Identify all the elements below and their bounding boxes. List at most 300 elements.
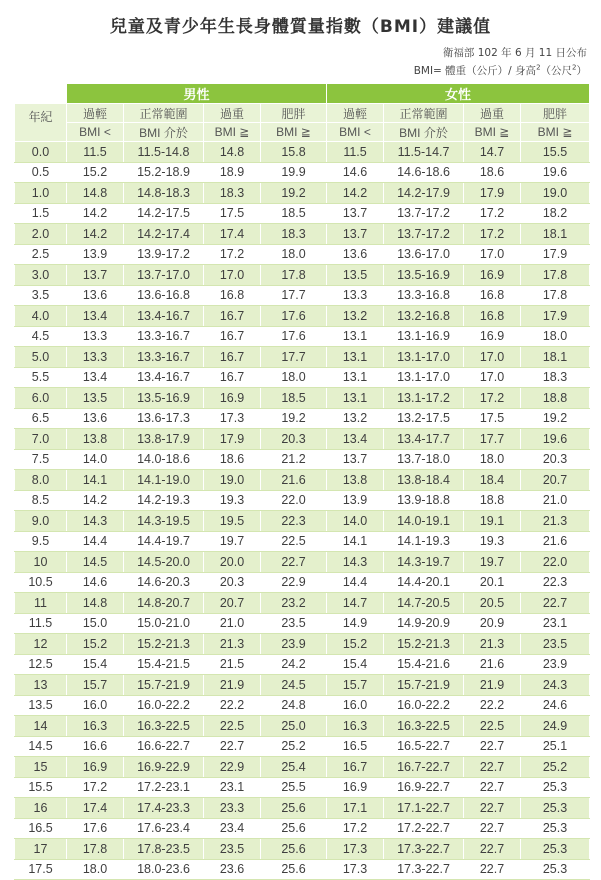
male-underweight-cell: 14.8: [67, 183, 124, 204]
male-underweight-cell: 13.6: [67, 285, 124, 306]
female-overweight-cell: 22.7: [464, 839, 521, 860]
female-overweight-cell: 22.7: [464, 736, 521, 757]
male-underweight-cell: 14.6: [67, 572, 124, 593]
male-underweight-cell: 13.5: [67, 388, 124, 409]
female-underweight-cell: 17.2: [327, 818, 384, 839]
male-overweight-cell: 23.4: [204, 818, 261, 839]
female-obese-cell: 17.8: [521, 265, 590, 286]
male-underweight-cell: 14.2: [67, 203, 124, 224]
male-overweight-cell: 16.7: [204, 326, 261, 347]
male-overweight-cell: 20.0: [204, 552, 261, 573]
male-underweight-cell: 17.4: [67, 798, 124, 819]
female-obese-cell: 22.0: [521, 552, 590, 573]
table-row: [15, 511, 590, 532]
male-obese-cell: 25.6: [261, 859, 327, 880]
male-obese-cell: 17.7: [261, 347, 327, 368]
male-underweight-cell: 13.3: [67, 347, 124, 368]
table-row: [15, 449, 590, 470]
female-normal-cell: 14.2-17.9: [384, 183, 464, 204]
table-row: [15, 572, 590, 593]
male-overweight-cell: 23.1: [204, 777, 261, 798]
male-normal-cell: 14.8-20.7: [124, 593, 204, 614]
female-underweight-cell: 13.6: [327, 244, 384, 265]
male-underweight-cell: 13.3: [67, 326, 124, 347]
male-underweight-cell: 13.8: [67, 429, 124, 450]
female-normal-cell: 13.7-17.2: [384, 224, 464, 245]
female-obese-cell: 19.6: [521, 429, 590, 450]
female-overweight-cell: 20.5: [464, 593, 521, 614]
female-underweight-cell: 14.3: [327, 552, 384, 573]
female-underweight-cell: 17.3: [327, 859, 384, 880]
male-underweight-cell: 14.2: [67, 224, 124, 245]
announcement-note: 衛福部 102 年 6 月 11 日公布: [442, 47, 587, 59]
male-underweight-criteria: BMI <: [67, 123, 124, 142]
age-cell: 1.5: [15, 203, 67, 224]
female-obese-cell: 18.1: [521, 224, 590, 245]
female-underweight-cell: 14.2: [327, 183, 384, 204]
female-underweight-cell: 13.1: [327, 326, 384, 347]
age-cell: 5.0: [15, 347, 67, 368]
male-normal-cell: 14.2-19.3: [124, 490, 204, 511]
female-overweight-cell: 16.9: [464, 265, 521, 286]
female-obese-cell: 24.9: [521, 716, 590, 737]
female-obese-cell: 17.8: [521, 285, 590, 306]
male-obese-cell: 23.2: [261, 593, 327, 614]
female-normal-cell: 16.7-22.7: [384, 757, 464, 778]
male-normal-cell: 17.2-23.1: [124, 777, 204, 798]
female-underweight-header: 過輕: [327, 104, 384, 123]
male-overweight-cell: 21.9: [204, 675, 261, 696]
table-row: [15, 757, 590, 778]
female-obese-cell: 25.1: [521, 736, 590, 757]
age-cell: 10.5: [15, 572, 67, 593]
male-overweight-cell: 19.0: [204, 470, 261, 491]
male-obese-cell: 23.5: [261, 613, 327, 634]
male-normal-cell: 16.9-22.9: [124, 757, 204, 778]
age-cell: 0.0: [15, 142, 67, 163]
male-overweight-cell: 16.7: [204, 367, 261, 388]
male-obese-cell: 15.8: [261, 142, 327, 163]
male-underweight-cell: 16.9: [67, 757, 124, 778]
female-underweight-cell: 13.5: [327, 265, 384, 286]
male-normal-cell: 13.3-16.7: [124, 326, 204, 347]
male-obese-cell: 17.8: [261, 265, 327, 286]
female-overweight-header: 過重: [464, 104, 521, 123]
female-underweight-cell: 13.1: [327, 347, 384, 368]
female-underweight-cell: 13.8: [327, 470, 384, 491]
female-underweight-cell: 13.4: [327, 429, 384, 450]
male-underweight-cell: 15.2: [67, 634, 124, 655]
female-overweight-cell: 19.3: [464, 531, 521, 552]
male-underweight-cell: 16.3: [67, 716, 124, 737]
male-underweight-cell: 15.2: [67, 162, 124, 183]
age-cell: 4.5: [15, 326, 67, 347]
male-obese-cell: 17.6: [261, 326, 327, 347]
male-normal-cell: 14.1-19.0: [124, 470, 204, 491]
male-overweight-cell: 19.5: [204, 511, 261, 532]
age-cell: 13: [15, 675, 67, 696]
female-overweight-cell: 16.8: [464, 306, 521, 327]
male-obese-cell: 24.8: [261, 695, 327, 716]
female-underweight-cell: 13.9: [327, 490, 384, 511]
female-underweight-cell: 13.3: [327, 285, 384, 306]
table-row: [15, 531, 590, 552]
male-overweight-cell: 23.5: [204, 839, 261, 860]
table-row: [15, 326, 590, 347]
male-overweight-cell: 17.4: [204, 224, 261, 245]
female-normal-cell: 13.1-17.2: [384, 388, 464, 409]
female-underweight-cell: 16.3: [327, 716, 384, 737]
male-underweight-cell: 15.0: [67, 613, 124, 634]
age-cell: 1.0: [15, 183, 67, 204]
male-overweight-cell: 23.6: [204, 859, 261, 880]
female-normal-cell: 13.2-16.8: [384, 306, 464, 327]
male-normal-cell: 17.8-23.5: [124, 839, 204, 860]
male-obese-cell: 18.5: [261, 388, 327, 409]
table-row: [15, 429, 590, 450]
female-underweight-cell: 14.9: [327, 613, 384, 634]
female-overweight-cell: 19.7: [464, 552, 521, 573]
female-obese-cell: 17.9: [521, 306, 590, 327]
age-cell: 5.5: [15, 367, 67, 388]
female-underweight-cell: 15.2: [327, 634, 384, 655]
female-underweight-cell: 13.2: [327, 408, 384, 429]
male-normal-cell: 13.7-17.0: [124, 265, 204, 286]
male-overweight-cell: 16.7: [204, 306, 261, 327]
age-header-label: 年紀: [28, 110, 53, 124]
male-obese-cell: 25.6: [261, 798, 327, 819]
male-normal-header: 正常範圍: [124, 104, 204, 123]
male-underweight-cell: 14.3: [67, 511, 124, 532]
female-overweight-cell: 20.1: [464, 572, 521, 593]
age-cell: 12.5: [15, 654, 67, 675]
group-spacer: [15, 84, 67, 104]
female-overweight-cell: 22.7: [464, 777, 521, 798]
female-normal-cell: 16.9-22.7: [384, 777, 464, 798]
female-overweight-cell: 17.2: [464, 388, 521, 409]
male-normal-cell: 13.9-17.2: [124, 244, 204, 265]
table-row: [15, 408, 590, 429]
female-underweight-cell: 14.4: [327, 572, 384, 593]
female-overweight-cell: 18.8: [464, 490, 521, 511]
male-underweight-cell: 18.0: [67, 859, 124, 880]
male-obese-cell: 22.9: [261, 572, 327, 593]
male-obese-cell: 19.2: [261, 408, 327, 429]
age-cell: 7.5: [15, 449, 67, 470]
female-normal-cell: 14.7-20.5: [384, 593, 464, 614]
table-row: [15, 798, 590, 819]
female-normal-cell: 15.7-21.9: [384, 675, 464, 696]
age-cell: 17.5: [15, 859, 67, 880]
age-cell: 2.5: [15, 244, 67, 265]
table-row: [15, 634, 590, 655]
female-normal-cell: 11.5-14.7: [384, 142, 464, 163]
female-overweight-cell: 17.7: [464, 429, 521, 450]
age-cell: 0.5: [15, 162, 67, 183]
table-row: [15, 285, 590, 306]
male-obese-cell: 25.4: [261, 757, 327, 778]
male-underweight-cell: 15.4: [67, 654, 124, 675]
male-normal-cell: 13.6-17.3: [124, 408, 204, 429]
male-normal-cell: 14.3-19.5: [124, 511, 204, 532]
male-obese-cell: 19.9: [261, 162, 327, 183]
age-cell: 6.0: [15, 388, 67, 409]
male-overweight-cell: 17.0: [204, 265, 261, 286]
male-overweight-cell: 17.9: [204, 429, 261, 450]
female-obese-cell: 20.7: [521, 470, 590, 491]
female-overweight-cell: 21.3: [464, 634, 521, 655]
age-cell: 8.5: [15, 490, 67, 511]
female-overweight-cell: 22.7: [464, 818, 521, 839]
male-obese-cell: 18.3: [261, 224, 327, 245]
female-obese-header: 肥胖: [521, 104, 590, 123]
table-row: [15, 839, 590, 860]
male-normal-cell: 17.6-23.4: [124, 818, 204, 839]
female-overweight-cell: 21.9: [464, 675, 521, 696]
age-cell: 15.5: [15, 777, 67, 798]
female-obese-cell: 23.9: [521, 654, 590, 675]
female-obese-cell: 24.6: [521, 695, 590, 716]
male-underweight-cell: 17.8: [67, 839, 124, 860]
female-overweight-cell: 22.7: [464, 798, 521, 819]
female-overweight-cell: 18.6: [464, 162, 521, 183]
female-obese-cell: 18.2: [521, 203, 590, 224]
male-underweight-cell: 14.4: [67, 531, 124, 552]
female-normal-cell: 13.6-17.0: [384, 244, 464, 265]
female-obese-cell: 19.0: [521, 183, 590, 204]
male-overweight-cell: 20.3: [204, 572, 261, 593]
table-row: [15, 244, 590, 265]
male-normal-criteria: BMI 介於: [124, 123, 204, 142]
formula-prefix: BMI= 體重（公斤）/ 身高: [413, 65, 537, 77]
table-row: [15, 224, 590, 245]
male-obese-cell: 25.0: [261, 716, 327, 737]
male-overweight-cell: 22.7: [204, 736, 261, 757]
female-overweight-cell: 22.2: [464, 695, 521, 716]
male-overweight-cell: 14.8: [204, 142, 261, 163]
male-underweight-cell: 16.6: [67, 736, 124, 757]
male-overweight-cell: 22.9: [204, 757, 261, 778]
female-normal-cell: 13.2-17.5: [384, 408, 464, 429]
female-normal-cell: 13.7-17.2: [384, 203, 464, 224]
female-underweight-cell: 13.7: [327, 203, 384, 224]
male-underweight-cell: 14.0: [67, 449, 124, 470]
table-row: [15, 695, 590, 716]
female-obese-cell: 18.8: [521, 388, 590, 409]
formula-sup-1: 2: [536, 63, 541, 72]
male-obese-cell: 22.5: [261, 531, 327, 552]
male-obese-cell: 17.6: [261, 306, 327, 327]
age-header: [15, 104, 67, 142]
formula-mid: （公尺: [540, 65, 573, 77]
male-underweight-cell: 16.0: [67, 695, 124, 716]
female-obese-cell: 18.0: [521, 326, 590, 347]
male-overweight-cell: 16.7: [204, 347, 261, 368]
male-obese-cell: 19.2: [261, 183, 327, 204]
female-normal-cell: 14.4-20.1: [384, 572, 464, 593]
male-normal-cell: 15.2-18.9: [124, 162, 204, 183]
male-normal-cell: 14.6-20.3: [124, 572, 204, 593]
formula-sup-2: 2: [572, 63, 577, 72]
male-obese-cell: 18.0: [261, 244, 327, 265]
formula-suffix: ）: [576, 65, 587, 77]
female-obese-cell: 22.7: [521, 593, 590, 614]
male-overweight-cell: 16.9: [204, 388, 261, 409]
male-obese-cell: 17.7: [261, 285, 327, 306]
female-overweight-cell: 19.1: [464, 511, 521, 532]
male-normal-cell: 13.4-16.7: [124, 306, 204, 327]
age-cell: 6.5: [15, 408, 67, 429]
female-normal-cell: 17.1-22.7: [384, 798, 464, 819]
table-row: [15, 654, 590, 675]
male-underweight-cell: 11.5: [67, 142, 124, 163]
table-row: [15, 593, 590, 614]
female-normal-cell: 15.4-21.6: [384, 654, 464, 675]
male-overweight-cell: 21.5: [204, 654, 261, 675]
age-cell: 3.5: [15, 285, 67, 306]
male-normal-cell: 16.3-22.5: [124, 716, 204, 737]
female-obese-cell: 21.0: [521, 490, 590, 511]
table-row: [15, 859, 590, 880]
male-normal-cell: 14.8-18.3: [124, 183, 204, 204]
male-obese-cell: 18.5: [261, 203, 327, 224]
male-overweight-cell: 23.3: [204, 798, 261, 819]
female-overweight-cell: 18.4: [464, 470, 521, 491]
female-overweight-cell: 16.8: [464, 285, 521, 306]
female-underweight-cell: 15.7: [327, 675, 384, 696]
male-obese-cell: 25.5: [261, 777, 327, 798]
female-normal-cell: 13.9-18.8: [384, 490, 464, 511]
female-obese-cell: 25.3: [521, 818, 590, 839]
male-underweight-cell: 13.9: [67, 244, 124, 265]
female-underweight-cell: 13.7: [327, 224, 384, 245]
table-row: [15, 265, 590, 286]
female-normal-cell: 13.5-16.9: [384, 265, 464, 286]
female-underweight-cell: 17.1: [327, 798, 384, 819]
female-obese-cell: 18.1: [521, 347, 590, 368]
bmi-formula: [414, 63, 587, 78]
table-row: [15, 675, 590, 696]
female-underweight-cell: 13.7: [327, 449, 384, 470]
female-obese-cell: 21.3: [521, 511, 590, 532]
female-overweight-cell: 17.0: [464, 347, 521, 368]
female-underweight-cell: 13.1: [327, 367, 384, 388]
table-row: [15, 716, 590, 737]
female-normal-cell: 16.3-22.5: [384, 716, 464, 737]
male-overweight-header: 過重: [204, 104, 261, 123]
male-overweight-cell: 18.6: [204, 449, 261, 470]
male-normal-cell: 13.6-16.8: [124, 285, 204, 306]
female-obese-cell: 17.9: [521, 244, 590, 265]
table-row: [15, 490, 590, 511]
bmi-table-body: [15, 142, 590, 880]
age-cell: 10: [15, 552, 67, 573]
male-underweight-cell: 13.6: [67, 408, 124, 429]
male-normal-cell: 13.8-17.9: [124, 429, 204, 450]
age-cell: 15: [15, 757, 67, 778]
female-obese-cell: 25.3: [521, 839, 590, 860]
bmi-table: [14, 83, 590, 880]
male-underweight-cell: 14.8: [67, 593, 124, 614]
male-underweight-cell: 13.7: [67, 265, 124, 286]
female-normal-cell: 14.0-19.1: [384, 511, 464, 532]
table-row: [15, 142, 590, 163]
male-normal-cell: 16.0-22.2: [124, 695, 204, 716]
male-overweight-cell: 22.2: [204, 695, 261, 716]
female-normal-header: 正常範圍: [384, 104, 464, 123]
table-row: [15, 388, 590, 409]
female-normal-cell: 17.2-22.7: [384, 818, 464, 839]
female-underweight-cell: 14.7: [327, 593, 384, 614]
male-underweight-cell: 13.4: [67, 367, 124, 388]
female-normal-cell: 16.5-22.7: [384, 736, 464, 757]
table-row: [15, 162, 590, 183]
male-obese-cell: 18.0: [261, 367, 327, 388]
table-row: [15, 777, 590, 798]
male-obese-cell: 20.3: [261, 429, 327, 450]
female-obese-cell: 23.1: [521, 613, 590, 634]
table-row: [15, 347, 590, 368]
age-cell: 7.0: [15, 429, 67, 450]
age-cell: 14: [15, 716, 67, 737]
female-overweight-cell: 20.9: [464, 613, 521, 634]
male-overweight-cell: 17.2: [204, 244, 261, 265]
age-cell: 13.5: [15, 695, 67, 716]
female-overweight-cell: 17.2: [464, 203, 521, 224]
male-underweight-cell: 15.7: [67, 675, 124, 696]
female-underweight-cell: 15.4: [327, 654, 384, 675]
female-obese-cell: 21.6: [521, 531, 590, 552]
age-cell: 3.0: [15, 265, 67, 286]
female-obese-cell: 18.3: [521, 367, 590, 388]
male-obese-cell: 21.6: [261, 470, 327, 491]
male-obese-cell: 25.6: [261, 839, 327, 860]
age-cell: 12: [15, 634, 67, 655]
female-group-header: 女性: [327, 84, 590, 104]
male-underweight-cell: 13.4: [67, 306, 124, 327]
male-underweight-cell: 17.2: [67, 777, 124, 798]
female-overweight-cell: 22.7: [464, 859, 521, 880]
male-overweight-cell: 18.3: [204, 183, 261, 204]
female-overweight-cell: 17.2: [464, 224, 521, 245]
male-normal-cell: 13.3-16.7: [124, 347, 204, 368]
age-cell: 8.0: [15, 470, 67, 491]
male-overweight-cell: 19.3: [204, 490, 261, 511]
male-obese-cell: 21.2: [261, 449, 327, 470]
female-overweight-criteria: BMI ≧: [464, 123, 521, 142]
table-row: [15, 367, 590, 388]
male-underweight-cell: 14.1: [67, 470, 124, 491]
male-normal-cell: 13.5-16.9: [124, 388, 204, 409]
male-overweight-cell: 16.8: [204, 285, 261, 306]
male-obese-header: 肥胖: [261, 104, 327, 123]
male-normal-cell: 14.5-20.0: [124, 552, 204, 573]
female-overweight-cell: 21.6: [464, 654, 521, 675]
age-cell: 9.5: [15, 531, 67, 552]
female-underweight-cell: 13.2: [327, 306, 384, 327]
age-cell: 2.0: [15, 224, 67, 245]
female-obese-cell: 25.2: [521, 757, 590, 778]
male-normal-cell: 16.6-22.7: [124, 736, 204, 757]
female-obese-cell: 20.3: [521, 449, 590, 470]
female-normal-cell: 14.6-18.6: [384, 162, 464, 183]
female-underweight-cell: 17.3: [327, 839, 384, 860]
female-overweight-cell: 17.9: [464, 183, 521, 204]
female-normal-cell: 14.1-19.3: [384, 531, 464, 552]
page-title: 兒童及青少年生長身體質量指數（BMI）建議值: [109, 17, 492, 37]
male-obese-cell: 22.7: [261, 552, 327, 573]
male-overweight-cell: 21.3: [204, 634, 261, 655]
